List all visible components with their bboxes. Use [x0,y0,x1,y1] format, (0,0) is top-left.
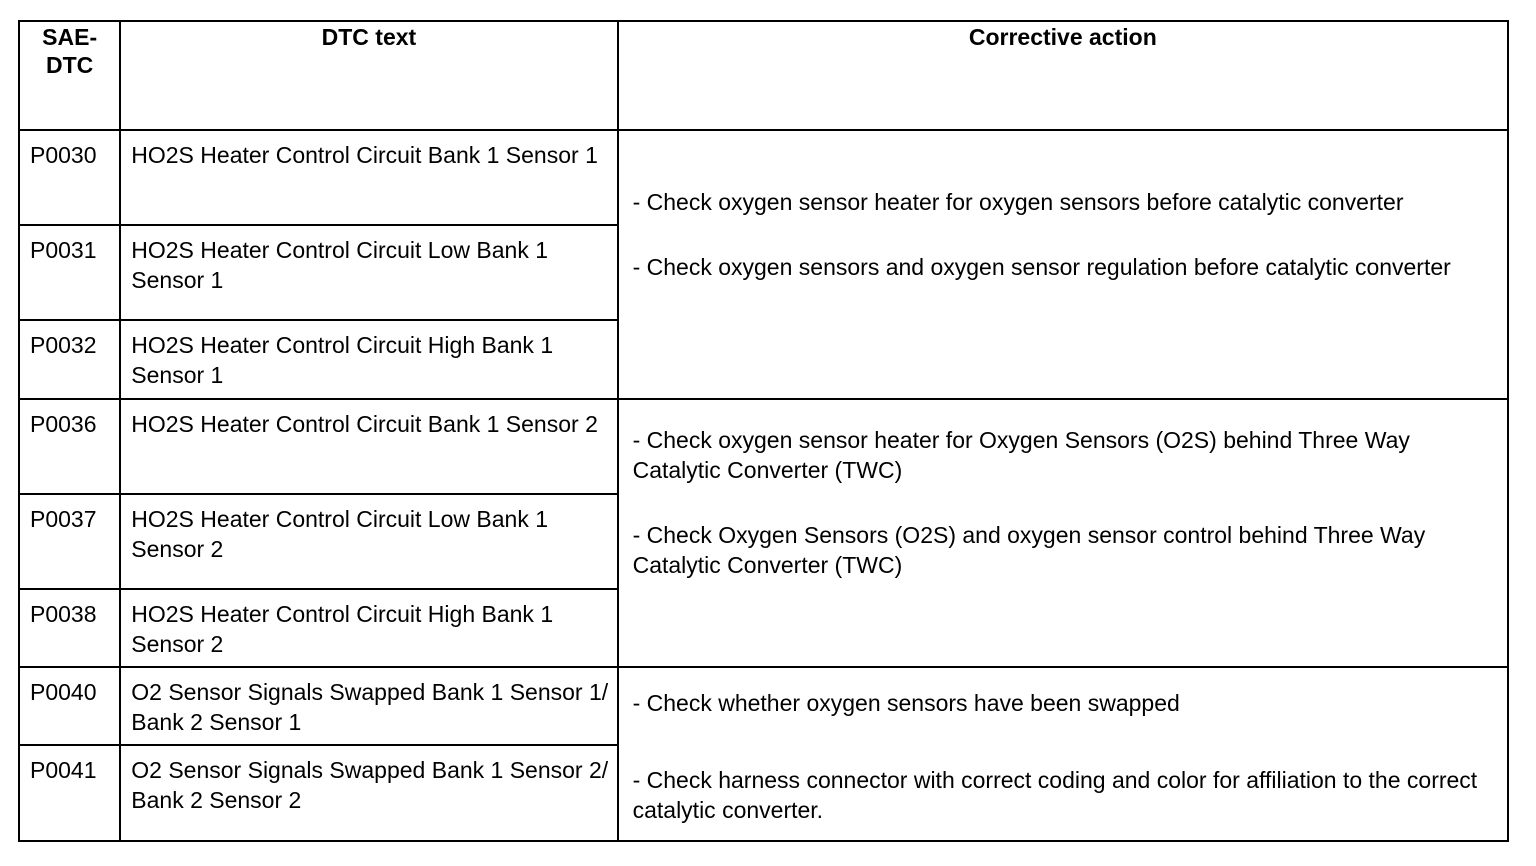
dtc-text: HO2S Heater Control Circuit High Bank 1 Sensor 1 [120,320,617,399]
dtc-code: P0040 [19,667,120,745]
dtc-code: P0032 [19,320,120,399]
corrective-action-cell [618,399,1508,668]
header-sae-dtc-line1: SAE- [42,24,98,50]
dtc-text: HO2S Heater Control Circuit Bank 1 Sensor 1 [120,130,617,225]
table-row [19,667,1508,745]
corrective-action-line: - Check oxygen sensor heater for oxygen sensors before catalytic converter [632,188,1404,215]
dtc-text: HO2S Heater Control Circuit High Bank 1 Sensor 2 [120,589,617,668]
corrective-action-line: - Check oxygen sensor heater for Oxygen Sensors (O2S) behind Three Way Catalytic Converter (TWC) [632,427,1410,484]
table-header-row [19,21,1508,130]
dtc-text: HO2S Heater Control Circuit Low Bank 1 Sensor 2 [120,494,617,589]
header-dtc-text: DTC text [120,21,617,130]
dtc-code: P0037 [19,494,120,589]
dtc-text: O2 Sensor Signals Swapped Bank 1 Sensor 2/ Bank 2 Sensor 2 [120,745,617,841]
dtc-text: HO2S Heater Control Circuit Low Bank 1 Sensor 1 [120,225,617,320]
header-sae-dtc-line2: DTC [45,52,94,78]
corrective-action-line: - Check Oxygen Sensors (O2S) and oxygen sensor control behind Three Way Catalytic Converter (TWC) [632,522,1426,579]
dtc-text: HO2S Heater Control Circuit Bank 1 Sensor 2 [120,399,617,494]
corrective-action-line: - Check harness connector with correct coding and color for affiliation to the correct catalytic converter. [632,766,1478,823]
dtc-table [18,20,1509,842]
dtc-code: P0038 [19,589,120,668]
table-row [19,130,1508,225]
corrective-action-cell [618,130,1508,399]
corrective-action-line: - Check oxygen sensors and oxygen sensor regulation before catalytic converter [632,253,1451,280]
header-sae-dtc [19,21,120,130]
dtc-text: O2 Sensor Signals Swapped Bank 1 Sensor 1/ Bank 2 Sensor 1 [120,667,617,745]
corrective-action-line: - Check whether oxygen sensors have been swapped [632,689,1180,716]
header-corrective-action: Corrective action [618,21,1508,130]
corrective-action-cell [618,667,1508,841]
dtc-code: P0036 [19,399,120,494]
dtc-code: P0041 [19,745,120,841]
dtc-code: P0030 [19,130,120,225]
table-row [19,399,1508,494]
dtc-code: P0031 [19,225,120,320]
